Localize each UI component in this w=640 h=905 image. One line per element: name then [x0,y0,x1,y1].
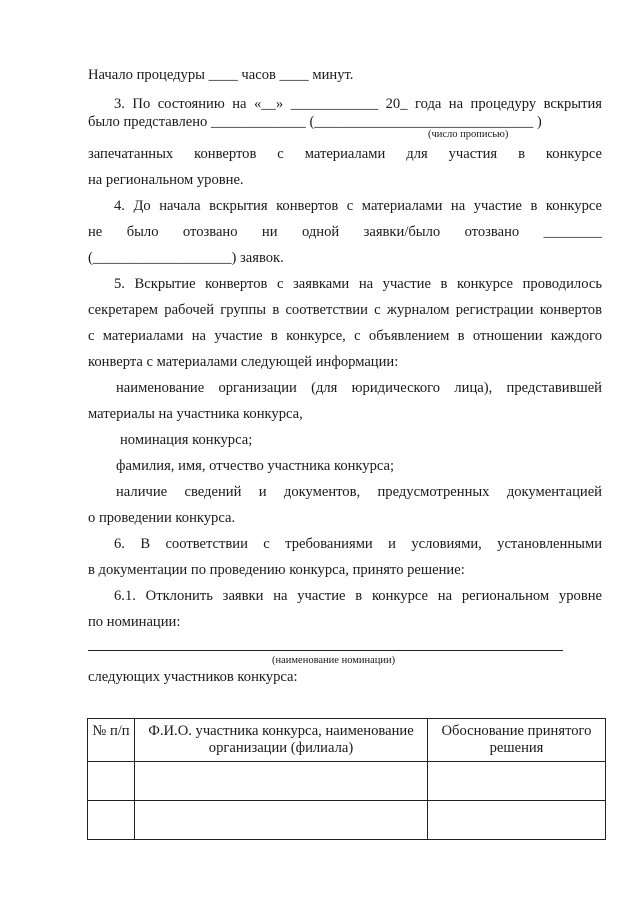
table-cell[interactable] [135,801,428,840]
paragraph-4-line-2: не было отозвано ни одной заявки/было отозвано ________ [88,224,602,240]
info-item-documents-cont: о проведении конкурса. [88,510,236,526]
nomination-fill-line [88,650,563,651]
nomination-name-note: (наименование номинации) [272,655,396,666]
paragraph-6-1-line-1: 6.1. Отклонить заявки на участие в конкурсе на региональном уровне [114,588,602,604]
info-item-full-name: фамилия, имя, отчество участника конкурса; [116,458,395,474]
header-participant: Ф.И.О. участника конкурса, наименование организации (филиала) [135,719,428,762]
table-header-row [88,719,606,762]
number-in-words-note: (число прописью) [428,129,509,140]
paragraph-6-line-1: 6. В соответствии с требованиями и условиями, установленными [114,536,602,552]
participants-intro: следующих участников конкурса: [88,669,298,685]
info-item-nomination: номинация конкурса; [120,432,253,448]
paragraph-3-line-3: запечатанных конвертов с материалами для участия в конкурсе [88,146,602,162]
table-cell[interactable] [135,762,428,801]
paragraph-4-line-3: (___________________) заявок. [88,250,284,266]
header-number: № п/п [88,719,135,762]
table-row [88,762,606,801]
table-row [88,801,606,840]
info-item-organization-cont: материалы на участника конкурса, [88,406,303,422]
paragraph-3-line-1: 3. По состоянию на «__» ____________ 20_ года на процедуру вскрытия [114,96,602,112]
paragraph-5-line-4: конверта с материалами следующей информации: [88,354,399,370]
info-item-documents: наличие сведений и документов, предусмотренных документацией [116,484,602,500]
paragraph-5-line-2: секретарем рабочей группы в соответствии с журналом регистрации конвертов [88,302,602,318]
table-cell[interactable] [88,762,135,801]
paragraph-6-1-line-2: по номинации: [88,614,181,630]
table-cell[interactable] [428,762,606,801]
info-item-organization: наименование организации (для юридического лица), представившей [116,380,602,396]
paragraph-3-line-4: на региональном уровне. [88,172,244,188]
rejected-applications-table [87,718,606,840]
paragraph-3-line-2: было представлено _____________ (______________________________ ) [88,114,542,130]
paragraph-6-line-2: в документации по проведению конкурса, принято решение: [88,562,465,578]
procedure-start-line: Начало процедуры ____ часов ____ минут. [88,67,354,83]
paragraph-5-line-1: 5. Вскрытие конвертов с заявками на участие в конкурсе проводилось [114,276,602,292]
paragraph-4-line-1: 4. До начала вскрытия конвертов с материалами на участие в конкурсе [114,198,602,214]
paragraph-5-line-3: с материалами на участие в конкурсе, с объявлением в отношении каждого [88,328,602,344]
header-justification: Обоснование принятого решения [428,719,606,762]
table-cell[interactable] [88,801,135,840]
table-cell[interactable] [428,801,606,840]
